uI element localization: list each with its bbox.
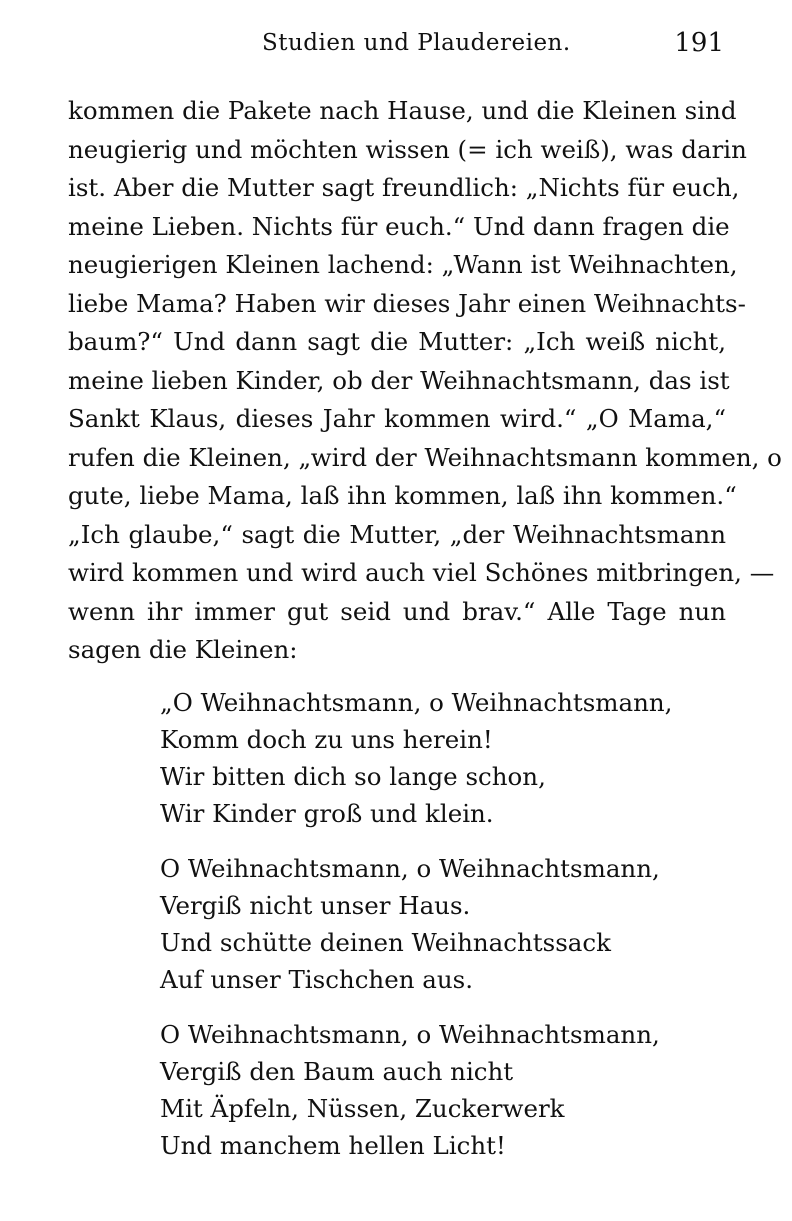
prose-line: liebe Mama? Haben wir dieses Jahr einen Weihnachts- [68, 288, 746, 318]
verse-line: Und schütte deinen Weihnachtssack [160, 928, 611, 957]
prose-line: wird kommen und wird auch viel Schönes mitbringen, — [68, 558, 775, 587]
verse-line: Vergiß den Baum auch nicht [160, 1057, 514, 1086]
prose-line: meine lieben Kinder, ob der Weihnachtsmann, das ist [68, 365, 730, 395]
verse-line: Und manchem hellen Licht! [160, 1131, 506, 1160]
verse-line: O Weihnachtsmann, o Weihnachtsmann, [160, 1020, 660, 1049]
prose-line: neugierig und möchten wissen (= ich weiß), was darin [68, 134, 747, 164]
page-number: 191 [674, 28, 724, 58]
prose-paragraph [68, 92, 782, 670]
prose-line: rufen die Kleinen, „wird der Weihnachtsmann kommen, o [68, 442, 782, 472]
prose-line: „Ich glaube,“ sagt die Mutter, „der Weihnachtsmann [68, 519, 726, 549]
prose-line: wenn ihr immer gut seid und brav.“ Alle Tage nun [68, 596, 726, 626]
poem-stanza-1 [160, 684, 680, 832]
prose-line: neugierigen Kleinen lachend: „Wann ist Weihnachten, [68, 250, 738, 279]
verse-line: Komm doch zu uns herein! [160, 725, 493, 754]
verse-line: Wir Kinder groß und klein. [160, 799, 494, 828]
prose-line: meine Lieben. Nichts für euch.“ Und dann fragen die [68, 211, 730, 241]
prose-line: baum?“ Und dann sagt die Mutter: „Ich weiß nicht, [68, 327, 726, 356]
verse-line: Vergiß nicht unser Haus. [160, 891, 471, 920]
prose-line: gute, liebe Mama, laß ihn kommen, laß ihn kommen.“ [68, 481, 737, 510]
running-title: Studien und Plaudereien. [262, 30, 571, 56]
verse-line: Wir bitten dich so lange schon, [160, 762, 546, 791]
prose-line: sagen die Kleinen: [68, 635, 298, 664]
verse-line: Mit Äpfeln, Nüssen, Zuckerwerk [160, 1094, 565, 1123]
prose-line: kommen die Pakete nach Hause, und die Kleinen sind [68, 96, 737, 125]
poem-stanza-2 [160, 850, 680, 998]
verse-line: O Weihnachtsmann, o Weihnachtsmann, [160, 854, 660, 883]
poem-stanza-3 [160, 1016, 680, 1164]
prose-line: ist. Aber die Mutter sagt freundlich: „Nichts für euch, [68, 173, 740, 202]
prose-line: Sankt Klaus, dieses Jahr kommen wird.“ „O Mama,“ [68, 404, 726, 433]
verse-line: „O Weihnachtsmann, o Weihnachtsmann, [160, 688, 673, 717]
verse-line: Auf unser Tischchen aus. [160, 965, 474, 994]
